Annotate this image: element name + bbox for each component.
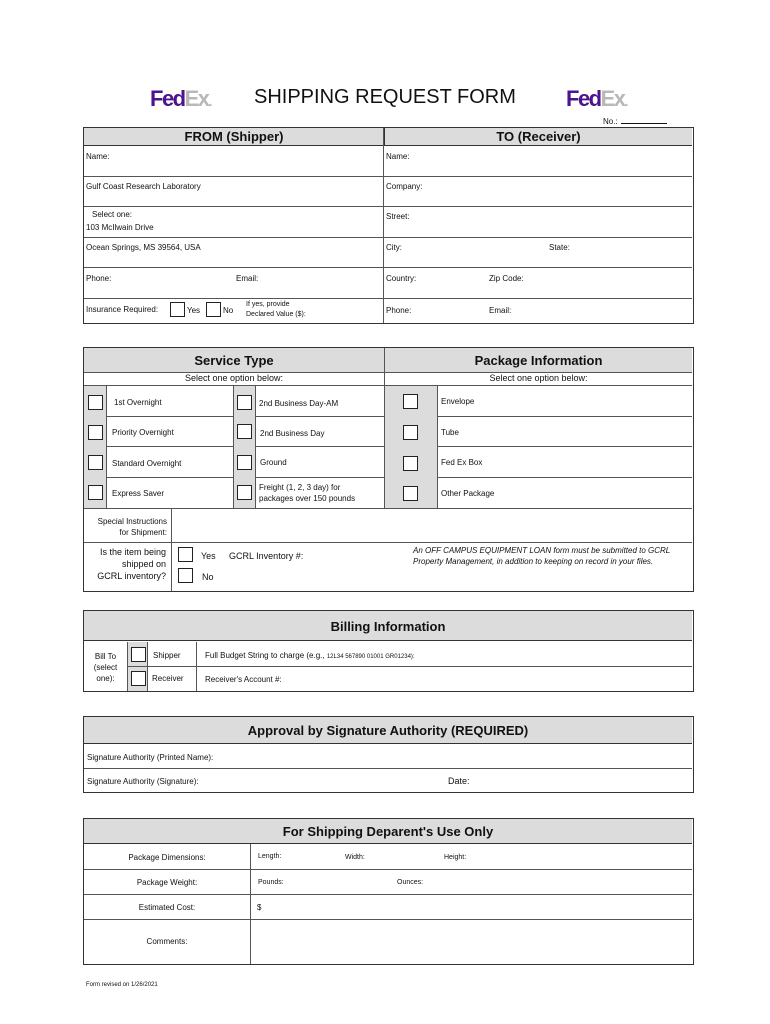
- budget-string-label: [205, 651, 415, 660]
- row-line: [84, 267, 692, 268]
- insurance-label: Insurance Required:: [86, 305, 159, 314]
- inventory-yes-label: Yes: [201, 551, 216, 561]
- column-line: [233, 386, 234, 508]
- inventory-number-label: GCRL Inventory #:: [229, 551, 304, 561]
- receiver-country-label: Country:: [386, 274, 417, 283]
- approval-heading: Approval by Signature Authority (REQUIRED): [84, 717, 692, 744]
- package-heading: Package Information: [384, 348, 692, 372]
- package-fedex-box-checkbox[interactable]: [403, 456, 418, 471]
- length-label: Length:: [258, 853, 282, 860]
- service-1st-overnight-checkbox[interactable]: [88, 395, 103, 410]
- receiver-company-label: Company:: [386, 182, 423, 191]
- address-divider: [383, 128, 384, 323]
- column-line: [106, 386, 107, 508]
- insurance-no-checkbox[interactable]: [206, 302, 221, 317]
- receiver-phone-label: Phone:: [386, 306, 412, 315]
- receiver-heading: TO (Receiver): [384, 128, 692, 146]
- inventory-no-label: No: [202, 572, 214, 582]
- special-instructions-label: Special Instructions: [97, 517, 167, 526]
- shipper-select-one: Select one:: [92, 210, 133, 219]
- weight-label: Package Weight:: [136, 878, 198, 887]
- service-option-label: Priority Overnight: [112, 428, 174, 437]
- revision-note: Form revised on 1/26/2021: [86, 982, 158, 988]
- logo-ex-text: Ex: [600, 86, 625, 111]
- form-number-label: No.:: [603, 117, 618, 126]
- receiver-state-label: State:: [549, 243, 570, 252]
- width-label: Width:: [345, 854, 365, 861]
- inventory-no-checkbox[interactable]: [178, 568, 193, 583]
- column-line: [384, 348, 385, 508]
- service-heading: Service Type: [84, 348, 384, 372]
- bill-to-label: (select: [93, 663, 118, 672]
- insurance-no-label: No: [223, 306, 234, 315]
- column-line: [437, 386, 438, 508]
- package-option-label: Tube: [441, 428, 459, 437]
- equipment-loan-notice: An OFF CAMPUS EQUIPMENT LOAN form must be submitted to GCRL Property Management, in addition to keeping on record in your files.: [413, 546, 671, 566]
- height-label: Height:: [444, 854, 467, 861]
- row-line: [84, 206, 692, 207]
- package-option-label: Envelope: [441, 397, 475, 406]
- insurance-yes-label: Yes: [187, 306, 201, 315]
- budget-example: 12L34 567890 01001 GR01234: [326, 654, 411, 660]
- currency-symbol: $: [257, 903, 262, 912]
- insurance-yes-checkbox[interactable]: [170, 302, 185, 317]
- fedex-logo: [566, 86, 627, 112]
- shipping-dept-section: [83, 818, 694, 965]
- service-section: [83, 347, 694, 592]
- bill-receiver-checkbox[interactable]: [131, 671, 146, 686]
- package-subheading: Select one option below:: [385, 373, 692, 383]
- freight-label-line1: Freight (1, 2, 3 day) for: [259, 483, 341, 492]
- column-line: [255, 386, 256, 508]
- receiver-email-label: Email:: [489, 306, 512, 315]
- pounds-label: Pounds:: [258, 879, 284, 886]
- service-express-saver-checkbox[interactable]: [88, 485, 103, 500]
- row-line: [84, 237, 692, 238]
- inventory-question: Is the item being: [99, 547, 166, 557]
- row-line: [84, 176, 692, 177]
- service-option-label: Ground: [260, 458, 287, 467]
- service-option-label: 2nd Business Day: [260, 429, 325, 438]
- row-line: [127, 666, 692, 667]
- shipper-phone-label: Phone:: [86, 274, 112, 283]
- bill-shipper-checkbox[interactable]: [131, 647, 146, 662]
- shipper-street: 103 McIlwain Drive: [86, 223, 154, 232]
- address-section: [83, 127, 694, 324]
- shipper-email-label: Email:: [236, 274, 259, 283]
- special-instructions-label: for Shipment:: [119, 528, 167, 537]
- row-line: [84, 768, 692, 769]
- row-line: [84, 298, 692, 299]
- receiver-zip-label: Zip Code:: [489, 274, 524, 283]
- logo-fed-text: Fed: [150, 86, 185, 111]
- shipper-name-label: Name:: [86, 152, 110, 161]
- column-line: [250, 844, 251, 964]
- service-option-label: 2nd Business Day-AM: [259, 399, 339, 408]
- service-freight-checkbox[interactable]: [237, 485, 252, 500]
- shipper-organization: Gulf Coast Research Laboratory: [86, 182, 201, 191]
- cost-label: Estimated Cost:: [138, 903, 196, 912]
- package-option-label: Other Package: [441, 489, 495, 498]
- billing-heading: Billing Information: [84, 611, 692, 641]
- shipping-dept-heading: For Shipping Deparent's Use Only: [84, 819, 692, 844]
- inventory-yes-checkbox[interactable]: [178, 547, 193, 562]
- declared-value-line2: Declared Value ($):: [246, 311, 306, 318]
- package-envelope-checkbox[interactable]: [403, 394, 418, 409]
- logo-ex-text: Ex: [184, 86, 209, 111]
- service-standard-overnight-checkbox[interactable]: [88, 455, 103, 470]
- date-label: Date:: [448, 776, 470, 786]
- freight-label-line2: packages over 150 pounds: [259, 494, 356, 503]
- row-line: [84, 894, 692, 895]
- budget-string-end: ):: [410, 654, 415, 660]
- service-2nd-day-am-checkbox[interactable]: [237, 395, 252, 410]
- approval-section: [83, 716, 694, 793]
- receiver-street-label: Street:: [386, 212, 410, 221]
- receiver-name-label: Name:: [386, 152, 410, 161]
- package-tube-checkbox[interactable]: [403, 425, 418, 440]
- billing-section: [83, 610, 694, 692]
- service-2nd-day-checkbox[interactable]: [237, 424, 252, 439]
- shipper-city-state-zip: Ocean Springs, MS 39564, USA: [86, 243, 201, 252]
- receiver-city-label: City:: [386, 243, 402, 252]
- ounces-label: Ounces:: [397, 879, 424, 886]
- service-option-label: 1st Overnight: [114, 398, 162, 407]
- bill-receiver-label: Receiver: [152, 674, 184, 683]
- fedex-logo: [150, 86, 211, 112]
- bill-shipper-label: Shipper: [153, 651, 181, 660]
- form-number: [603, 117, 667, 126]
- budget-string-text: Full Budget String to charge (e.g.,: [205, 651, 327, 660]
- shipper-heading: FROM (Shipper): [84, 128, 384, 146]
- package-option-label: Fed Ex Box: [441, 458, 483, 467]
- logo-dot: .: [208, 93, 211, 109]
- bill-to-label: Bill To: [94, 652, 117, 661]
- service-option-label: Standard Overnight: [112, 459, 182, 468]
- package-other-checkbox[interactable]: [403, 486, 418, 501]
- logo-fed-text: Fed: [566, 86, 601, 111]
- service-subheading: Select one option below:: [84, 373, 384, 383]
- row-line: [84, 869, 692, 870]
- service-option-label: Express Saver: [112, 489, 165, 498]
- declared-value-line1: If yes, provide: [246, 301, 290, 308]
- service-priority-overnight-checkbox[interactable]: [88, 425, 103, 440]
- printed-name-label: Signature Authority (Printed Name):: [87, 753, 214, 762]
- inventory-question: shipped on: [121, 559, 166, 569]
- form-number-field[interactable]: [621, 123, 667, 124]
- form-title: SHIPPING REQUEST FORM: [254, 86, 516, 108]
- bill-to-label: one):: [96, 674, 115, 683]
- dimensions-label: Package Dimensions:: [128, 853, 206, 862]
- special-instructions-field[interactable]: [172, 509, 692, 541]
- row-line: [84, 919, 692, 920]
- row-line: [84, 372, 692, 373]
- service-ground-checkbox[interactable]: [237, 455, 252, 470]
- inventory-question: GCRL inventory?: [97, 571, 166, 581]
- receiver-account-label: Receiver's Account #:: [205, 675, 282, 684]
- comments-label: Comments:: [146, 937, 188, 946]
- logo-dot: .: [624, 93, 627, 109]
- row-line: [84, 542, 692, 543]
- signature-label: Signature Authority (Signature):: [87, 777, 199, 786]
